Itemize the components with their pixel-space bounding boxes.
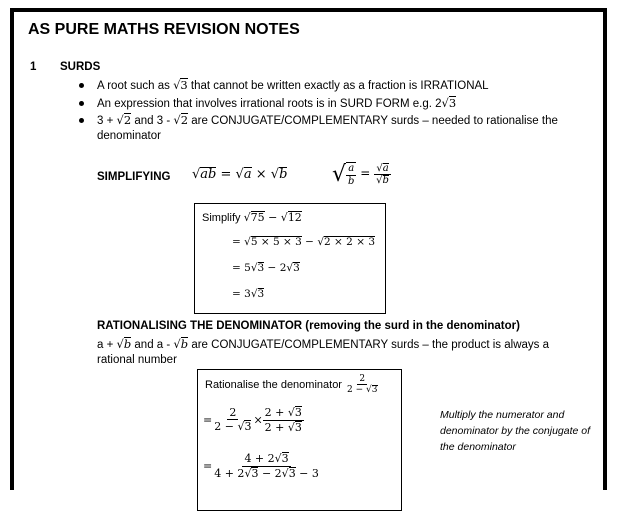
bullet-surd-form: An expression that involves irrational roots is in SURD FORM e.g. 2√3 [97, 96, 456, 110]
rationalise-example-expression: Rationalise the denominator $\frac{2}{2 - √3}$ [205, 374, 378, 396]
bullet-dot [79, 83, 84, 88]
bullet-conjugate: 3 + √2 and 3 - √2 are CONJUGATE/COMPLEMENTARY surds – needed to rationalise the [97, 113, 558, 127]
bullet-irrational: A root such as √3 that cannot be written exactly as a fraction is IRRATIONAL [97, 78, 489, 92]
section-title: SURDS [60, 61, 101, 73]
bullet-conjugate-line2: denominator [97, 130, 161, 142]
rationalising-heading: RATIONALISING THE DENOMINATOR (removing the surd in the denominator) [97, 320, 520, 332]
quotient-rule: √ $\frac{a}{b}$ = $\frac{√a}{√b}$ [332, 162, 389, 187]
simplify-step-1: = √5 × 5 × 3 − √2 × 2 × 3 [232, 236, 376, 248]
rationalise-example-box [197, 369, 402, 511]
side-note: Multiply the numerator and denominator by the conjugate of the denominator [440, 409, 591, 453]
simplify-example-box [194, 203, 386, 314]
bullet-dot [79, 118, 84, 123]
simplifying-label: SIMPLIFYING [97, 171, 171, 183]
rationalising-line-1: a + √b and a - √b are CONJUGATE/COMPLEMENTARY surds – the product is always a [97, 337, 549, 351]
document-title: AS PURE MATHS REVISION NOTES [28, 21, 300, 38]
rationalising-line-2: rational number [97, 354, 177, 366]
simplify-step-3: = 3√3 [232, 288, 265, 300]
bullet-dot [79, 101, 84, 106]
section-number: 1 [30, 61, 37, 73]
rationalise-step-2: = $\frac{4 + 2√3}{4 + 2√3 - 2√3 - 3}$ [203, 452, 319, 480]
rationalise-step-1: = $\frac{2}{2 - √3}$ × $\frac{2 + √3}{2 + √3}$ [203, 405, 302, 434]
simplify-example-expression: Simplify √75 − √12 [202, 211, 302, 224]
product-rule: √ab = √a × √b [192, 167, 288, 182]
simplify-step-2: = 5√3 − 2√3 [232, 262, 300, 274]
